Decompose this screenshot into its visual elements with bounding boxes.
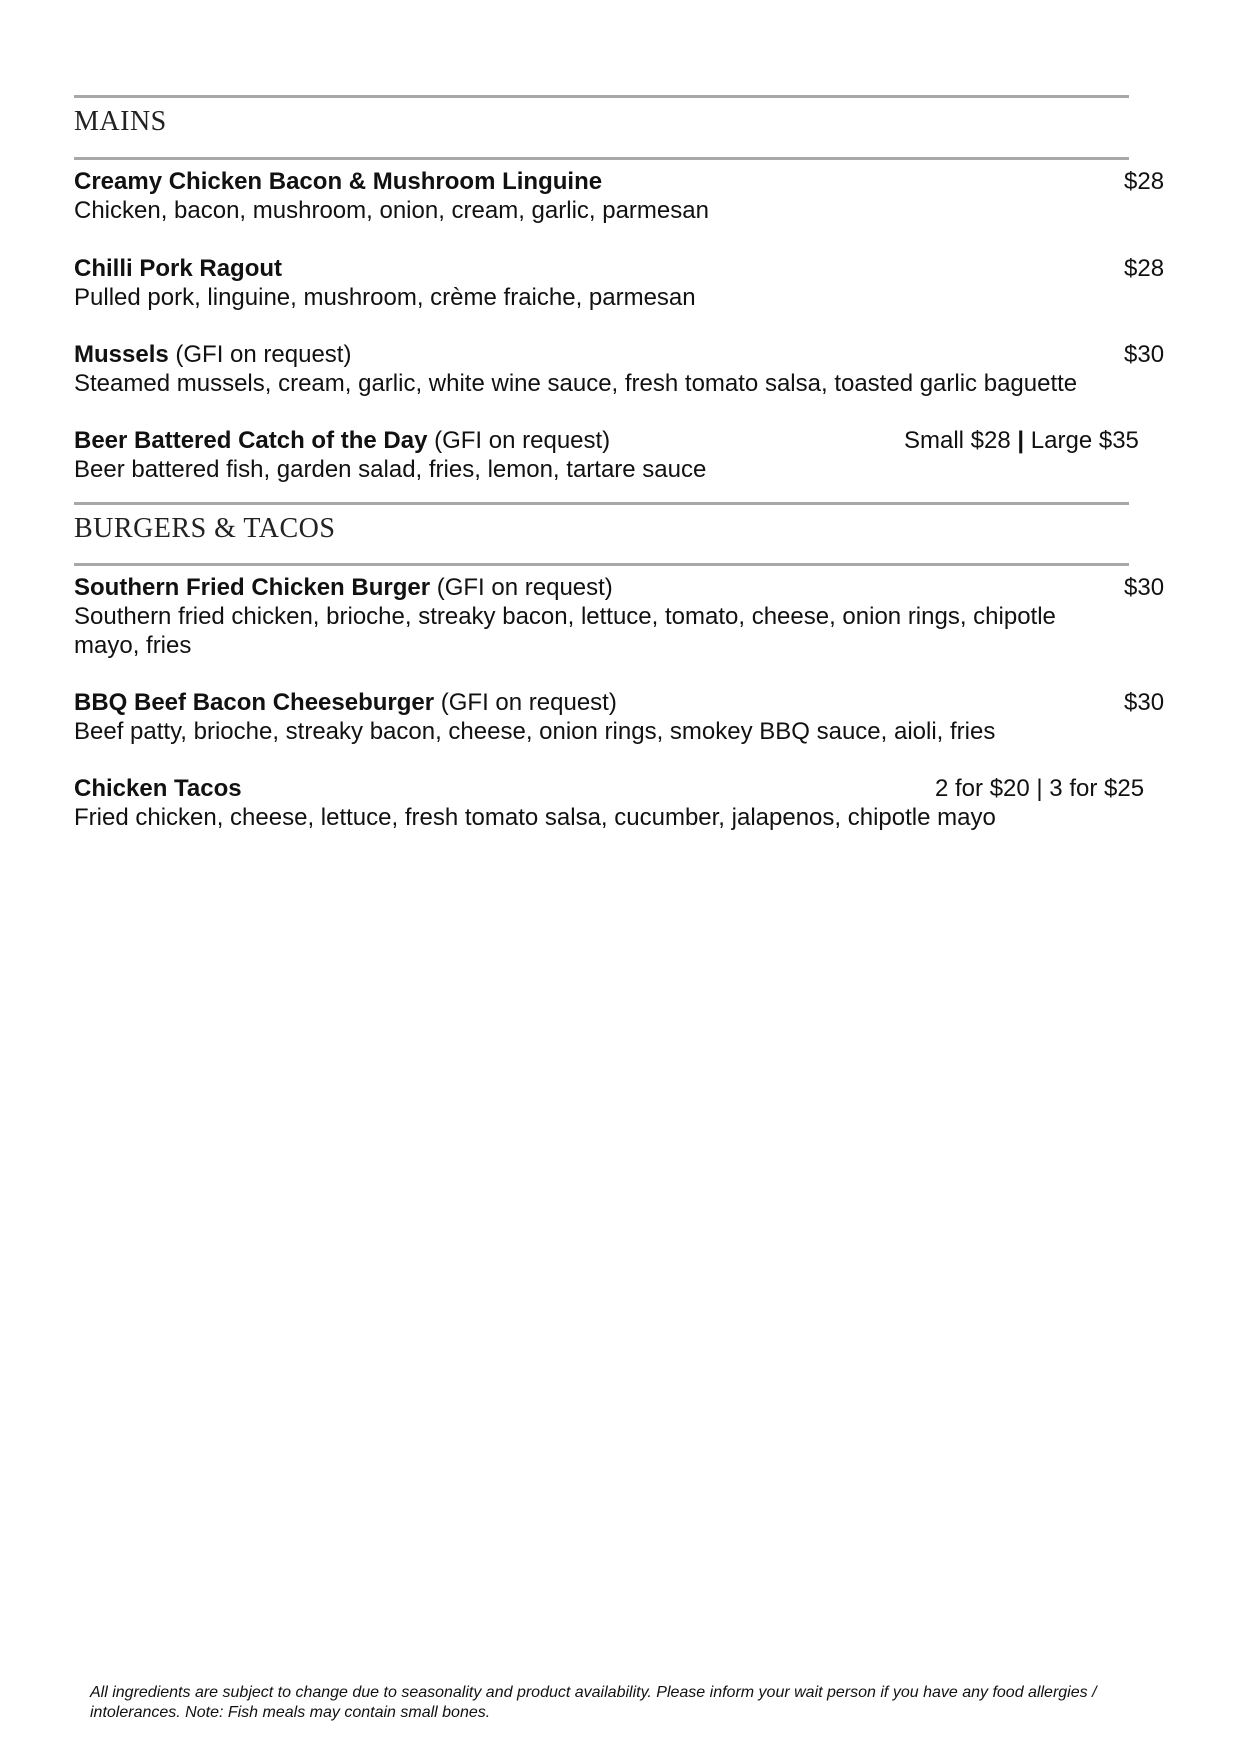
menu-item-beer-battered-catch [74, 426, 1174, 484]
item-description: Pulled pork, linguine, mushroom, crème fraiche, parmesan [74, 284, 696, 311]
item-price: $28 [1124, 168, 1165, 195]
item-description-line1: Southern fried chicken, brioche, streaky bacon, lettuce, tomato, cheese, onion rings, chipotle [74, 603, 1056, 630]
item-price-large: Large $35 [1030, 427, 1139, 454]
item-description: Chicken, bacon, mushroom, onion, cream, garlic, parmesan [74, 197, 709, 224]
item-name: Chicken Tacos [74, 775, 242, 802]
item-price: $30 [1124, 574, 1165, 601]
item-gfi-note: (GFI on request) [436, 574, 613, 601]
item-description-line2: mayo, fries [74, 632, 192, 659]
item-price-small: Small $28 [904, 427, 1011, 454]
section-title-burgers-tacos: BURGERS & TACOS [74, 513, 336, 544]
item-gfi-note: (GFI on request) [175, 341, 352, 368]
menu-item-chicken-tacos [74, 774, 1174, 832]
section-divider-top [74, 502, 1129, 505]
item-name: Creamy Chicken Bacon & Mushroom Linguine [74, 168, 603, 195]
item-price: $30 [1124, 689, 1165, 716]
item-description: Fried chicken, cheese, lettuce, fresh tomato salsa, cucumber, jalapenos, chipotle mayo [74, 804, 996, 831]
menu-item-southern-fried-chicken-burger [74, 573, 1174, 660]
item-price-sizes [904, 426, 1139, 455]
menu-item-chilli-pork-ragout [74, 254, 1174, 312]
section-divider-top [74, 95, 1129, 98]
section-title-mains: MAINS [74, 106, 167, 137]
section-divider-bottom [74, 563, 1129, 566]
item-gfi-note: (GFI on request) [434, 427, 611, 454]
item-name: Beer Battered Catch of the Day [74, 427, 428, 454]
footer-disclaimer [90, 1683, 1170, 1723]
item-description: Beer battered fish, garden salad, fries, lemon, tartare sauce [74, 456, 707, 483]
item-gfi-note: (GFI on request) [440, 689, 617, 716]
footer-line1: All ingredients are subject to change due to seasonality and product availability. Please inform your wait person if you have any food allergies / [90, 1684, 1097, 1701]
item-name: Chilli Pork Ragout [74, 255, 283, 282]
footer-line2: intolerances. Note: Fish meals may contain small bones. [90, 1704, 491, 1721]
section-divider-bottom [74, 157, 1129, 160]
item-name: Southern Fried Chicken Burger [74, 574, 431, 601]
menu-item-creamy-chicken-linguine [74, 167, 1174, 225]
item-description: Beef patty, brioche, streaky bacon, cheese, onion rings, smokey BBQ sauce, aioli, fries [74, 718, 996, 745]
item-price: $28 [1124, 255, 1165, 282]
item-price: 2 for $20 | 3 for $25 [935, 775, 1145, 802]
menu-item-mussels [74, 340, 1174, 398]
item-price: $30 [1124, 341, 1165, 368]
item-name: Mussels [74, 341, 169, 368]
item-description: Steamed mussels, cream, garlic, white wine sauce, fresh tomato salsa, toasted garlic baguette [74, 370, 1078, 397]
item-name: BBQ Beef Bacon Cheeseburger [74, 689, 435, 716]
price-separator: | [1017, 427, 1025, 454]
menu-item-bbq-beef-bacon-cheeseburger [74, 688, 1174, 746]
